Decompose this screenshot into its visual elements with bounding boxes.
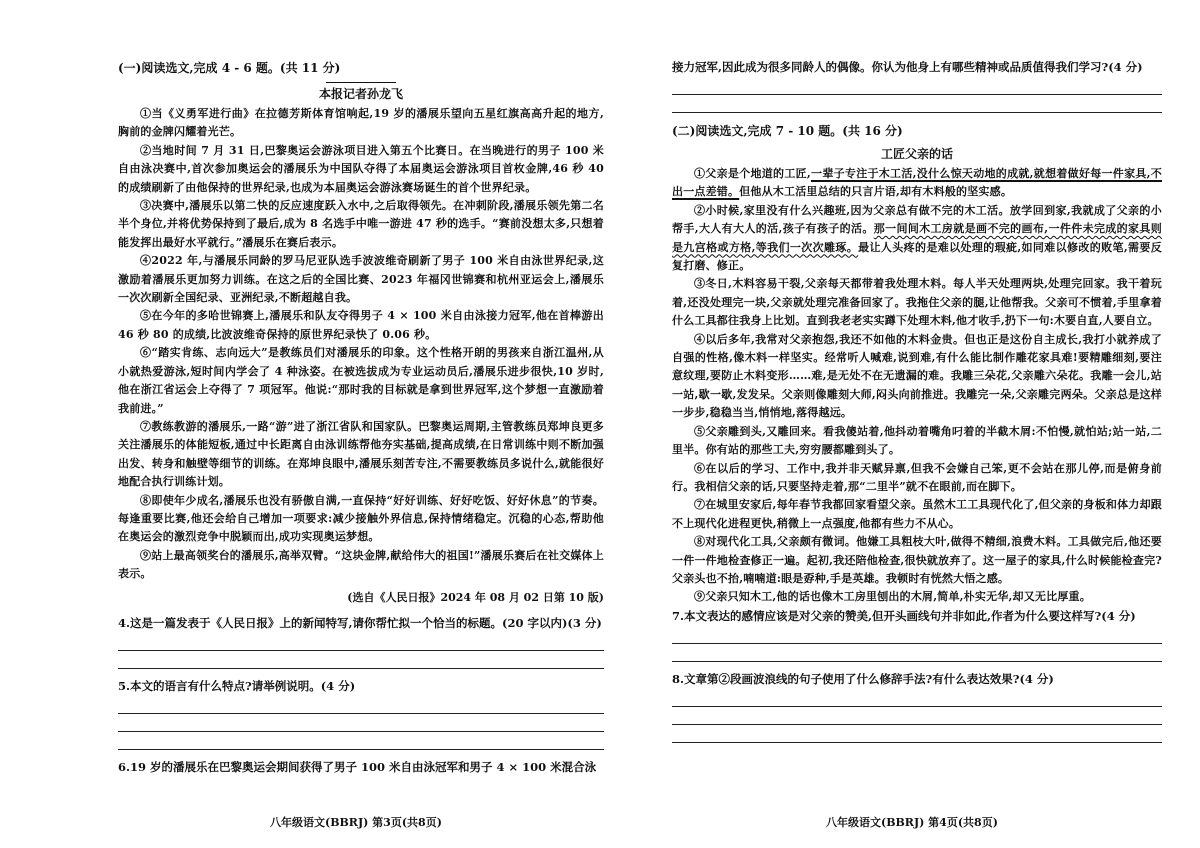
- answer-line[interactable]: [118, 651, 604, 669]
- title-blank-line: [326, 82, 396, 83]
- left-column: [118, 58, 604, 777]
- question-4: 4.这是一篇发表于《人民日报》上的新闻特写,请你帮忙拟一个恰当的标题。(20 字以内)(3 分): [118, 615, 602, 630]
- source-citation: (选自《人民日报》2024 年 08 月 02 日第 10 版): [347, 590, 604, 604]
- paragraph-8: ⑧对现代化工具,父亲颇有微词。他嫌工具粗枝大叶,做得不精细,浪费木料。工具做完后,他还要一件一件地检查修正一遍。起初,我还陪他检查,很快就放弃了。这一屋子的家具,什么时候能检查完?父亲头也不抬,喃喃道:眼是孬种,手是英雄。我顿时有恍然大悟之感。: [672, 535, 1162, 585]
- paragraph-5: ⑤父亲雕到头,又雕回来。看我傻站着,他抖动着嘴角叼着的半截木屑:不怕慢,就怕站;站一站,二里半。你有站的那些工夫,穷穷腰都雕到头了。: [672, 424, 1162, 457]
- answer-line[interactable]: [672, 644, 1162, 662]
- answer-line[interactable]: [672, 707, 1162, 725]
- paragraph-1: ①当《义勇军进行曲》在拉德芳斯体育馆响起,19 岁的潘展乐望向五星红旗高高升起的地方,胸前的金牌闪耀着光芒。: [118, 107, 604, 139]
- answer-line[interactable]: [672, 626, 1162, 644]
- paragraph-3: ③决赛中,潘展乐以第二快的反应速度跃入水中,之后取得领先。在冲刺阶段,潘展乐领先第二名半个身位,并将优势保持到了最后,成为 8 名选手中唯一游进 47 秒的选手。“赛前没想太多,只想着能发挥出最好水平就行。”潘展乐在赛后表示。: [118, 199, 604, 249]
- paragraph-4: ④2022 年,与潘展乐同龄的罗马尼亚队选手波波维奇刷新了男子 100 米自由泳世界纪录,这激励着潘展乐更加努力训练。在这之后的全国比赛、2023 年福冈世锦赛和杭州亚运会上,潘展乐一次次刷新全国纪录、亚洲纪录,不断超越自我。: [118, 254, 604, 305]
- paragraph-2: ②当地时间 7 月 31 日,巴黎奥运会游泳项目进入第五个比赛日。在当晚进行的男子 100 米自由泳决赛中,首次参加奥运会的潘展乐为中国队夺得了本届奥运会游泳项目首枚金牌,46 秒 40 的成绩刷新了由他保持的世界纪录,也成为本届奥运会游泳赛场诞生的首个世界纪录。: [118, 143, 604, 194]
- question-7: 7.本文表达的感情应该是对父亲的赞美,但开头画线句并非如此,作者为什么要这样写?(4 分): [672, 608, 1136, 623]
- section-header-1: (一)阅读选文,完成 4 - 6 题。(共 11 分): [118, 61, 341, 75]
- section-header-2: (二)阅读选文,完成 7 - 10 题。(共 16 分): [672, 124, 903, 138]
- page-footer: 八年级语文(BBRJ) 第4页(共8页): [826, 816, 998, 829]
- answer-line[interactable]: [118, 696, 604, 714]
- paragraph-4: ④以后多年,我常对父亲抱怨,我还不如他的木料金贵。但也正是这份自主成长,我打小就养成了自强的性格,像木料一样坚实。经常听人喊难,说到难,有什么能比制作雕花家具难!要精雕细刻,要注意纹理,要防止木料变形……难,是无处不在无遗漏的难。我雕三朵花,父亲雕六朵花。我雕一会儿,站一站,歇一歇,发发呆。父亲则像雕刻大师,闷头向前推进。我雕完一朵,父亲雕完两朵。父亲总是这样一步步,稳稳当当,悄悄地,落得越远。: [672, 332, 1162, 420]
- article-title: 工匠父亲的话: [880, 147, 953, 161]
- paragraph-9: ⑨站上最高领奖台的潘展乐,高举双臂。“这块金牌,献给伟大的祖国!”潘展乐赛后在社交媒体上表示。: [118, 548, 604, 581]
- answer-line[interactable]: [118, 633, 604, 651]
- wavy-underlined-sentence: 那一间间木工房就是画不完的画布,一件件未完成的家具则是九宫格或方格,等我们一次次雕琢。: [672, 222, 1162, 254]
- paragraph-9: ⑨父亲只知木工,他的话也像木工房里刨出的木屑,简单,朴实无华,却又无比厚重。: [694, 590, 1091, 604]
- answer-line[interactable]: [672, 689, 1162, 707]
- byline: 本报记者孙龙飞: [318, 87, 403, 101]
- answer-line[interactable]: [672, 725, 1162, 743]
- paragraph-6: ⑥“踏实肯练、志向远大”是教练员们对潘展乐的印象。这个性格开朗的男孩来自浙江温州,从小就热爱游泳,短时间内学会了 4 种泳姿。在被选拔成为专业运动员后,潘展乐进步很快,10 岁时,他在浙江省运会上夺得了 7 项冠军。他说:“那时我的目标就是拿到世界冠军,这个梦想一直激励着我前进。”: [118, 346, 604, 415]
- underlined-sentence: 一辈子专注于木工活,没什么惊天动地的成就,就想着做好每一件家具,不出一点差错。: [672, 167, 1162, 199]
- question-6: 6.19 岁的潘展乐在巴黎奥运会期间获得了男子 100 米自由泳冠军和男子 4 × 100 米混合泳: [118, 759, 597, 774]
- page-footer: 八年级语文(BBRJ) 第3页(共8页): [270, 816, 442, 829]
- answer-line[interactable]: [672, 95, 1162, 113]
- article-body: [672, 165, 1162, 607]
- answer-line[interactable]: [118, 714, 604, 732]
- answer-line[interactable]: [672, 77, 1162, 95]
- paragraph-2: ②小时候,家里没有什么兴趣班,因为父亲总有做不完的木工活。放学回到家,我就成了父亲的小帮手,大人有大人的活,孩子有孩子的活。那一间间木工房就是画不完的画布,一件件未完成的家具则是九宫格或方格,等我们一次次雕琢。最让人头疼的是难以处理的瑕疵,如同难以修改的败笔,需要反复打磨、修正。: [672, 203, 1163, 273]
- page-4: [600, 0, 1200, 848]
- paragraph-6: ⑥在以后的学习、工作中,我并非天赋异禀,但我不会嫌自己笨,更不会站在那儿停,而是俯身前行。我相信父亲的话,只要坚持走着,那“二里半”就不在眼前,而在脚下。: [672, 461, 1162, 493]
- answer-line[interactable]: [118, 732, 604, 750]
- paragraph-8: ⑧即使年少成名,潘展乐也没有骄傲自满,一直保持“好好训练、好好吃饭、好好休息”的节奏。每逢重要比赛,他还会给自己增加一项要求:减少接触外界信息,保持情绪稳定。沉稳的心态,帮助他在奥运会的激烈竞争中脱颖而出,成功实现奥运梦想。: [118, 493, 604, 544]
- right-column: [672, 58, 1162, 743]
- article-body: [118, 105, 604, 584]
- paragraph-1: ①父亲是个地道的工匠,一辈子专注于木工活,没什么惊天动地的成就,就想着做好每一件家具,不出一点差错。但他从木工活里总结的只言片语,却有木料般的坚实感。: [672, 167, 1162, 199]
- question-6-continued: 接力冠军,因此成为很多同龄人的偶像。你认为他身上有哪些精神或品质值得我们学习?(4 分): [672, 60, 1143, 74]
- paragraph-3: ③冬日,木料容易干裂,父亲每天都带着我处理木料。每人半天处理两块,处理完回家。我干着玩着,还没处理完一块,父亲就处理完准备回家了。我拖住父亲的腿,让他帮我。父亲可不惯着,手里拿着什么工具都往我身上比划。直到我老老实实蹲下处理木料,他才收手,扔下一句:木要自直,人要自立。: [672, 277, 1162, 328]
- paragraph-7: ⑦教练教游的潘展乐,一路“游”进了浙江省队和国家队。巴黎奥运周期,主管教练员郑坤良更多关注潘展乐的体能短板,通过中长距离自由泳训练帮他夯实基础,提高成绩,在日常训练中则不断加强出发、转身和触壁等细节的训练。在郑坤良眼中,潘展乐刻苦专注,不需要教练员多说什么,就能很好地配合执行训练计划。: [118, 419, 604, 489]
- paragraph-5: ⑤在今年的多哈世锦赛上,潘展乐和队友夺得男子 4 × 100 米自由泳接力冠军,他在首棒游出 46 秒 80 的成绩,比波波维奇保持的原世界纪录快了 0.06 秒。: [118, 309, 604, 341]
- paragraph-7: ⑦在城里安家后,每年春节我都回家看望父亲。虽然木工工具现代化了,但父亲的身板和体力却跟不上现代化进程更快,稍微上一点强度,他都有些力不从心。: [672, 498, 1162, 530]
- question-8: 8.文章第②段画波浪线的句子使用了什么修辞手法?有什么表达效果?(4 分): [672, 671, 1054, 686]
- question-5: 5.本文的语言有什么特点?请举例说明。(4 分): [118, 678, 356, 693]
